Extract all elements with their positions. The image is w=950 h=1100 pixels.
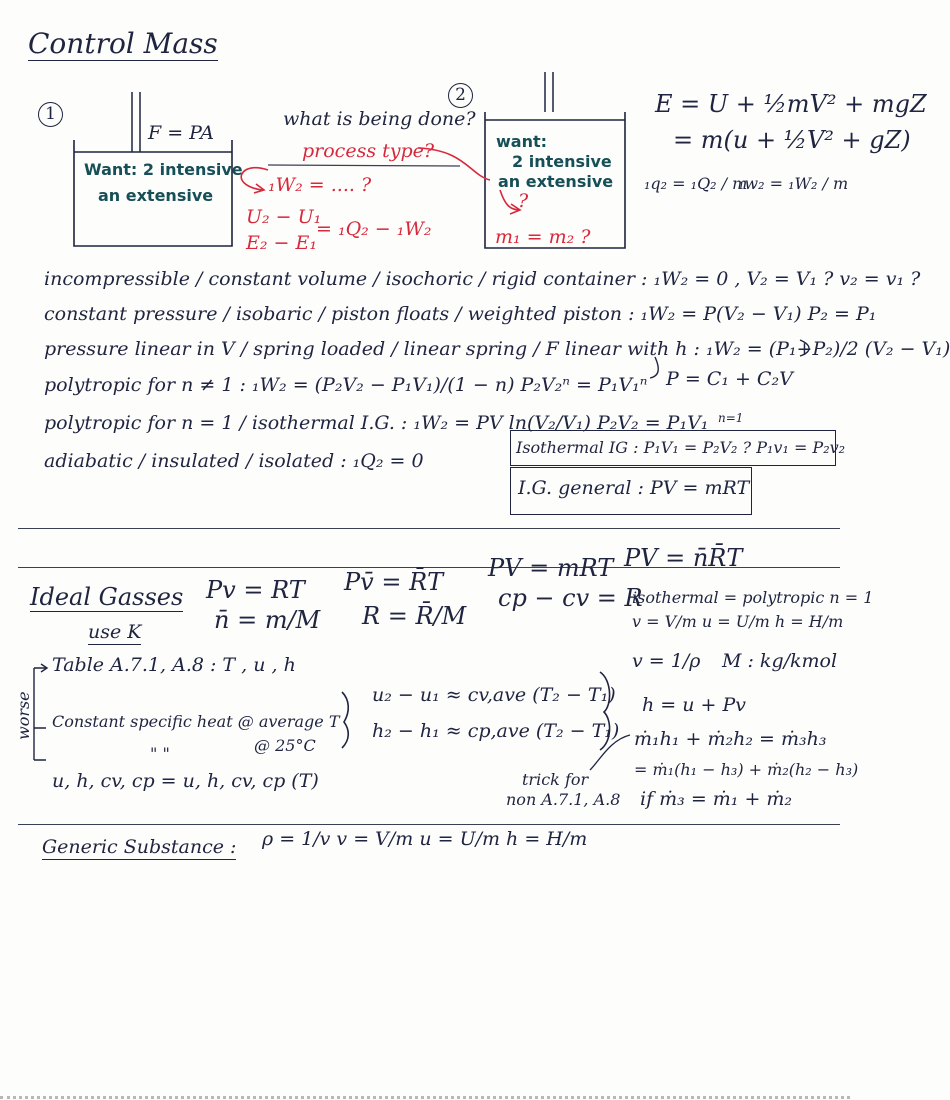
section-divider-1 (18, 528, 840, 529)
generic-substance-heading: Generic Substance : (42, 836, 237, 858)
state-2-want: want: (496, 132, 548, 151)
process-isochoric: incompressible / constant volume / isochoric / rigid container : ₁W₂ = 0 , V₂ = V₁ ? v₂ = v₁ ? (44, 268, 921, 290)
mixing-balance: ṁ₁h₁ + ṁ₂h₂ = ṁ₃h₃ (634, 728, 827, 750)
state-1-want-extensive: an extensive (98, 186, 214, 205)
state-2-question: ? (518, 190, 529, 212)
delta-h-equation: h₂ − h₁ ≈ cp,ave (T₂ − T₁) (372, 720, 620, 742)
page-title: Control Mass (28, 27, 218, 60)
eq-cp-minus-cv: cp − cv = R (498, 584, 643, 612)
constant-specific-heat: Constant specific heat @ average T (52, 712, 340, 731)
specific-heat-transfer: ₁q₂ = ₁Q₂ / m (644, 174, 748, 193)
process-type-question: process type? (302, 140, 435, 162)
energy-balance: = ₁Q₂ − ₁W₂ (316, 218, 432, 240)
energy-change-u: U₂ − U₁ (246, 206, 322, 228)
isothermal-polytropic-note: isothermal = polytropic n = 1 (632, 588, 874, 607)
enthalpy-definition: h = u + Pv (642, 694, 746, 716)
state-2-want-intensive: 2 intensive (512, 152, 612, 171)
mass-conservation: if ṁ₃ = ṁ₁ + ṁ₂ (640, 788, 793, 810)
table-lookup: Table A.7.1, A.8 : T , u , h (52, 654, 296, 676)
what-is-being-done: what is being done? (283, 108, 476, 130)
state-2-number: 2 (448, 83, 473, 108)
total-energy-equation: E = U + ½mV² + mgZ (655, 90, 927, 118)
process-isothermal: polytropic for n = 1 / isothermal I.G. : ₁W₂ = PV ln(V₂/V₁) P₂V₂ = P₁V₁ (44, 412, 709, 434)
work-question: ₁W₂ = .... ? (268, 174, 372, 196)
use-kelvin-note: use K (88, 621, 142, 643)
molar-mass-units: M : kg/kmol (722, 650, 838, 672)
specific-work: ₁w₂ = ₁W₂ / m (738, 174, 849, 193)
eq-mole-ideal-gas: PV = n̄R̄T (624, 544, 743, 572)
specific-volume-density: v = 1/ρ (632, 650, 701, 672)
mixing-rearranged: = ṁ₁(h₁ − h₃) + ṁ₂(h₂ − h₃) (634, 760, 859, 779)
state-2-want-extensive: an extensive (498, 172, 614, 191)
energy-change-e: E₂ − E₁ (246, 232, 317, 254)
linear-pressure-note: P = C₁ + C₂V (666, 368, 793, 390)
section-divider-3 (18, 824, 840, 825)
eq-moles: n̄ = m/M (214, 606, 321, 634)
ideal-gasses-heading: Ideal Gasses (30, 583, 184, 611)
generic-substance-equations: ρ = 1/v v = V/m u = U/m h = H/m (262, 828, 588, 850)
process-polytropic: polytropic for n ≠ 1 : ₁W₂ = (P₂V₂ − P₁V₁)/(1 − n) P₂V₂ⁿ = P₁V₁ⁿ (44, 374, 648, 396)
worse-label: worse (14, 691, 33, 740)
ideal-gas-general-text: I.G. general : PV = mRT (518, 477, 750, 499)
ditto-marks: " " (150, 744, 170, 763)
properties-function-of-t: u, h, cv, cp = u, h, cv, cp (T) (52, 770, 319, 792)
scan-bottom-edge (0, 1096, 850, 1099)
eq-mass-ideal-gas: PV = mRT (488, 554, 614, 582)
specific-energy-equation: = m(u + ½V² + gZ) (673, 126, 911, 154)
eq-specific-ideal-gas: Pv = RT (206, 576, 305, 604)
process-isobaric: constant pressure / isobaric / piston floats / weighted piston : ₁W₂ = P(V₂ − V₁) P₂ = P₁ (44, 303, 877, 325)
at-25c: @ 25°C (254, 736, 316, 755)
n-equals-one-note: n=1 (718, 411, 744, 425)
eq-gas-constant: R = R̄/M (362, 602, 467, 630)
mass-equal-question: m₁ = m₂ ? (495, 226, 591, 248)
eq-molar-ideal-gas: Pv̄ = R̄T (344, 568, 444, 596)
state-1-want-intensive: Want: 2 intensive (84, 160, 243, 179)
trick-note-1: trick for (522, 770, 589, 789)
process-linear-spring: pressure linear in V / spring loaded / linear spring / F linear with h : ₁W₂ = (P₁+P₂)/2 (V₂ − V₁) (44, 338, 950, 360)
isothermal-ig-text: Isothermal IG : P₁V₁ = P₂V₂ ? P₁v₁ = P₂v₂ (516, 438, 846, 457)
state-1-number: 1 (38, 102, 63, 127)
specific-properties: v = V/m u = U/m h = H/m (632, 612, 844, 631)
delta-u-equation: u₂ − u₁ ≈ cv,ave (T₂ − T₁) (372, 684, 616, 706)
process-adiabatic: adiabatic / insulated / isolated : ₁Q₂ = 0 (44, 450, 424, 472)
trick-note-2: non A.7.1, A.8 (506, 790, 621, 809)
force-label: F = PA (148, 122, 214, 144)
